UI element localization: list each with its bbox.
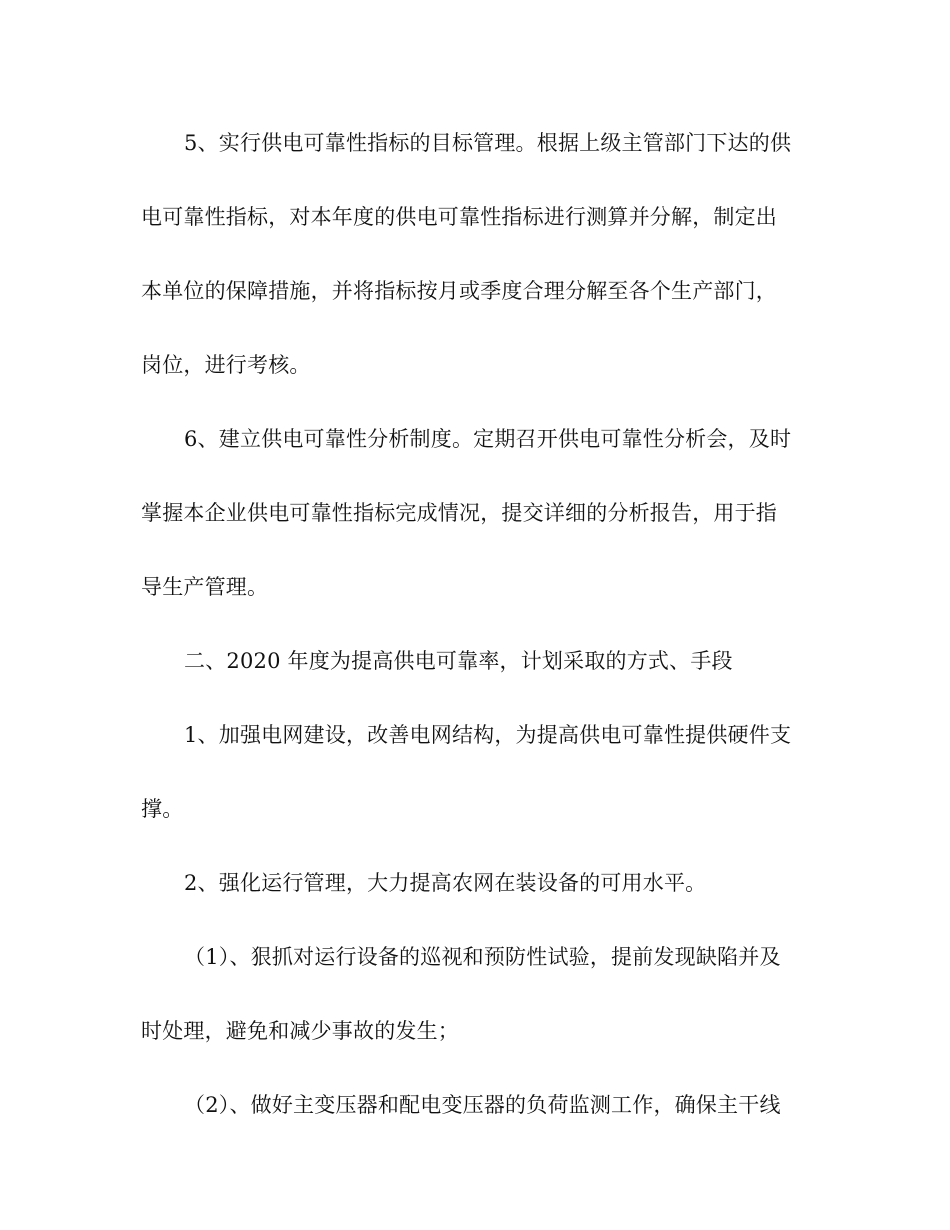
subitem-1-line-2: 时处理，避免和减少事故的发生； [141, 1019, 459, 1043]
paragraph-5-line-2: 电可靠性指标，对本年度的供电可靠性指标进行测算并分解，制定出 [141, 205, 777, 229]
paragraph-5-line-3: 本单位的保障措施，并将指标按月或季度合理分解至各个生产部门， [141, 279, 777, 303]
subitem-1-line-1: （1）、狠抓对运行设备的巡视和预防性试验，提前发现缺陷并及 [184, 945, 781, 969]
paragraph-6-line-1: 6、建立供电可靠性分析制度。定期召开供电可靠性分析会，及时 [184, 427, 792, 451]
subitem-2-line-1: （2）、做好主变压器和配电变压器的负荷监测工作，确保主干线 [184, 1093, 781, 1117]
paragraph-5-line-4: 岗位，进行考核。 [141, 353, 311, 377]
section-heading: 二、2020 年度为提高供电可靠率，计划采取的方式、手段 [184, 649, 733, 673]
paragraph-5-line-1: 5、实行供电可靠性指标的目标管理。根据上级主管部门下达的供 [184, 131, 792, 155]
item-1-line-2: 撑。 [141, 797, 184, 821]
item-1-line-1: 1、加强电网建设，改善电网结构，为提高供电可靠性提供硬件支 [184, 723, 792, 747]
paragraph-6-line-2: 掌握本企业供电可靠性指标完成情况，提交详细的分析报告，用于指 [141, 501, 777, 525]
paragraph-6-line-3: 导生产管理。 [141, 575, 269, 599]
item-2: 2、强化运行管理，大力提高农网在装设备的可用水平。 [184, 871, 707, 895]
